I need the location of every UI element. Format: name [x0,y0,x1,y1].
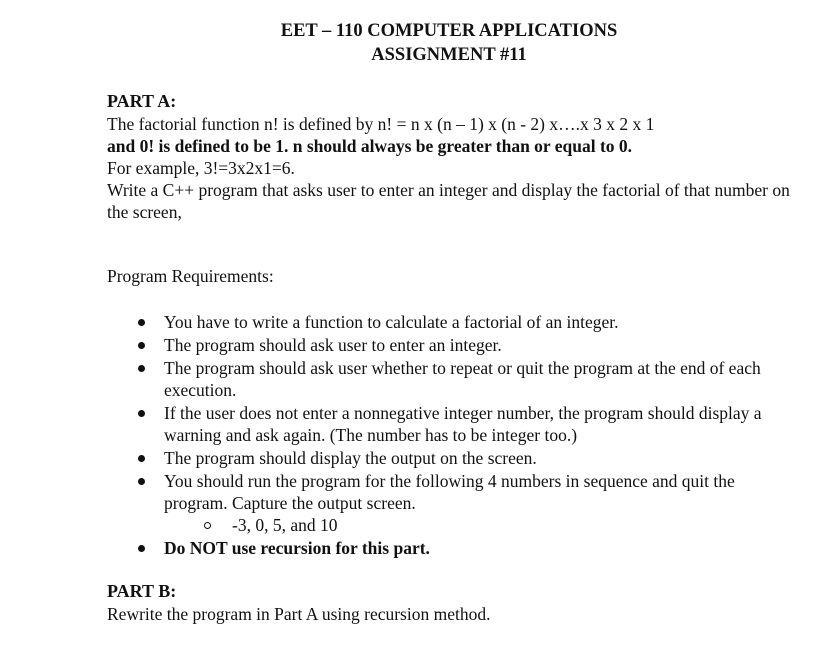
assignment-title: ASSIGNMENT #11 [371,45,527,65]
part-a-description [107,113,807,223]
test-values: -3, 0, 5, and 10 [232,515,338,535]
requirement-text: You have to write a function to calculate a factorial of an integer. [164,312,619,332]
zero-factorial-rule: and 0! is defined to be 1. n should always be greater than or equal to 0. [107,136,633,156]
list-item [128,311,798,333]
list-item [128,357,798,401]
bullet-icon [138,545,145,552]
course-title: EET – 110 COMPUTER APPLICATIONS [280,21,618,41]
list-item [128,447,798,469]
bullet-icon [138,410,145,417]
requirements-heading: Program Requirements: [107,266,274,286]
hollow-bullet-icon [204,522,211,529]
list-item [128,402,798,446]
part-b-description: Rewrite the program in Part A using recursion method. [107,604,491,624]
bullet-icon [138,365,145,372]
part-b-heading: PART B: [107,581,177,601]
part-a-heading: PART A: [107,91,177,111]
list-item [128,470,798,536]
requirement-text: The program should display the output on the screen. [164,448,537,468]
requirement-text: The program should ask user to enter an integer. [164,335,502,355]
requirements-list [128,311,798,560]
factorial-definition: The factorial function n! is defined by n! = n x (n – 1) x (n - 2) x….x 3 x 2 x 1 [107,114,655,134]
bullet-icon [138,478,145,485]
requirement-text: You should run the program for the following 4 numbers in sequence and quit the program. Capture the output screen. [164,471,735,513]
list-item [128,537,798,559]
bullet-icon [138,319,145,326]
requirement-text: If the user does not enter a nonnegative integer number, the program should display a warning and ask again. (The number has to be integer too.) [164,403,762,445]
program-task: Write a C++ program that asks user to enter an integer and display the factorial of that number on the screen, [107,180,790,222]
test-values-subitem [164,514,798,536]
requirement-text: The program should ask user whether to repeat or quit the program at the end of each execution. [164,358,761,400]
list-item [128,334,798,356]
no-recursion-note: Do NOT use recursion for this part. [164,538,430,558]
factorial-example: For example, 3!=3x2x1=6. [107,158,295,178]
bullet-icon [138,455,145,462]
bullet-icon [138,342,145,349]
